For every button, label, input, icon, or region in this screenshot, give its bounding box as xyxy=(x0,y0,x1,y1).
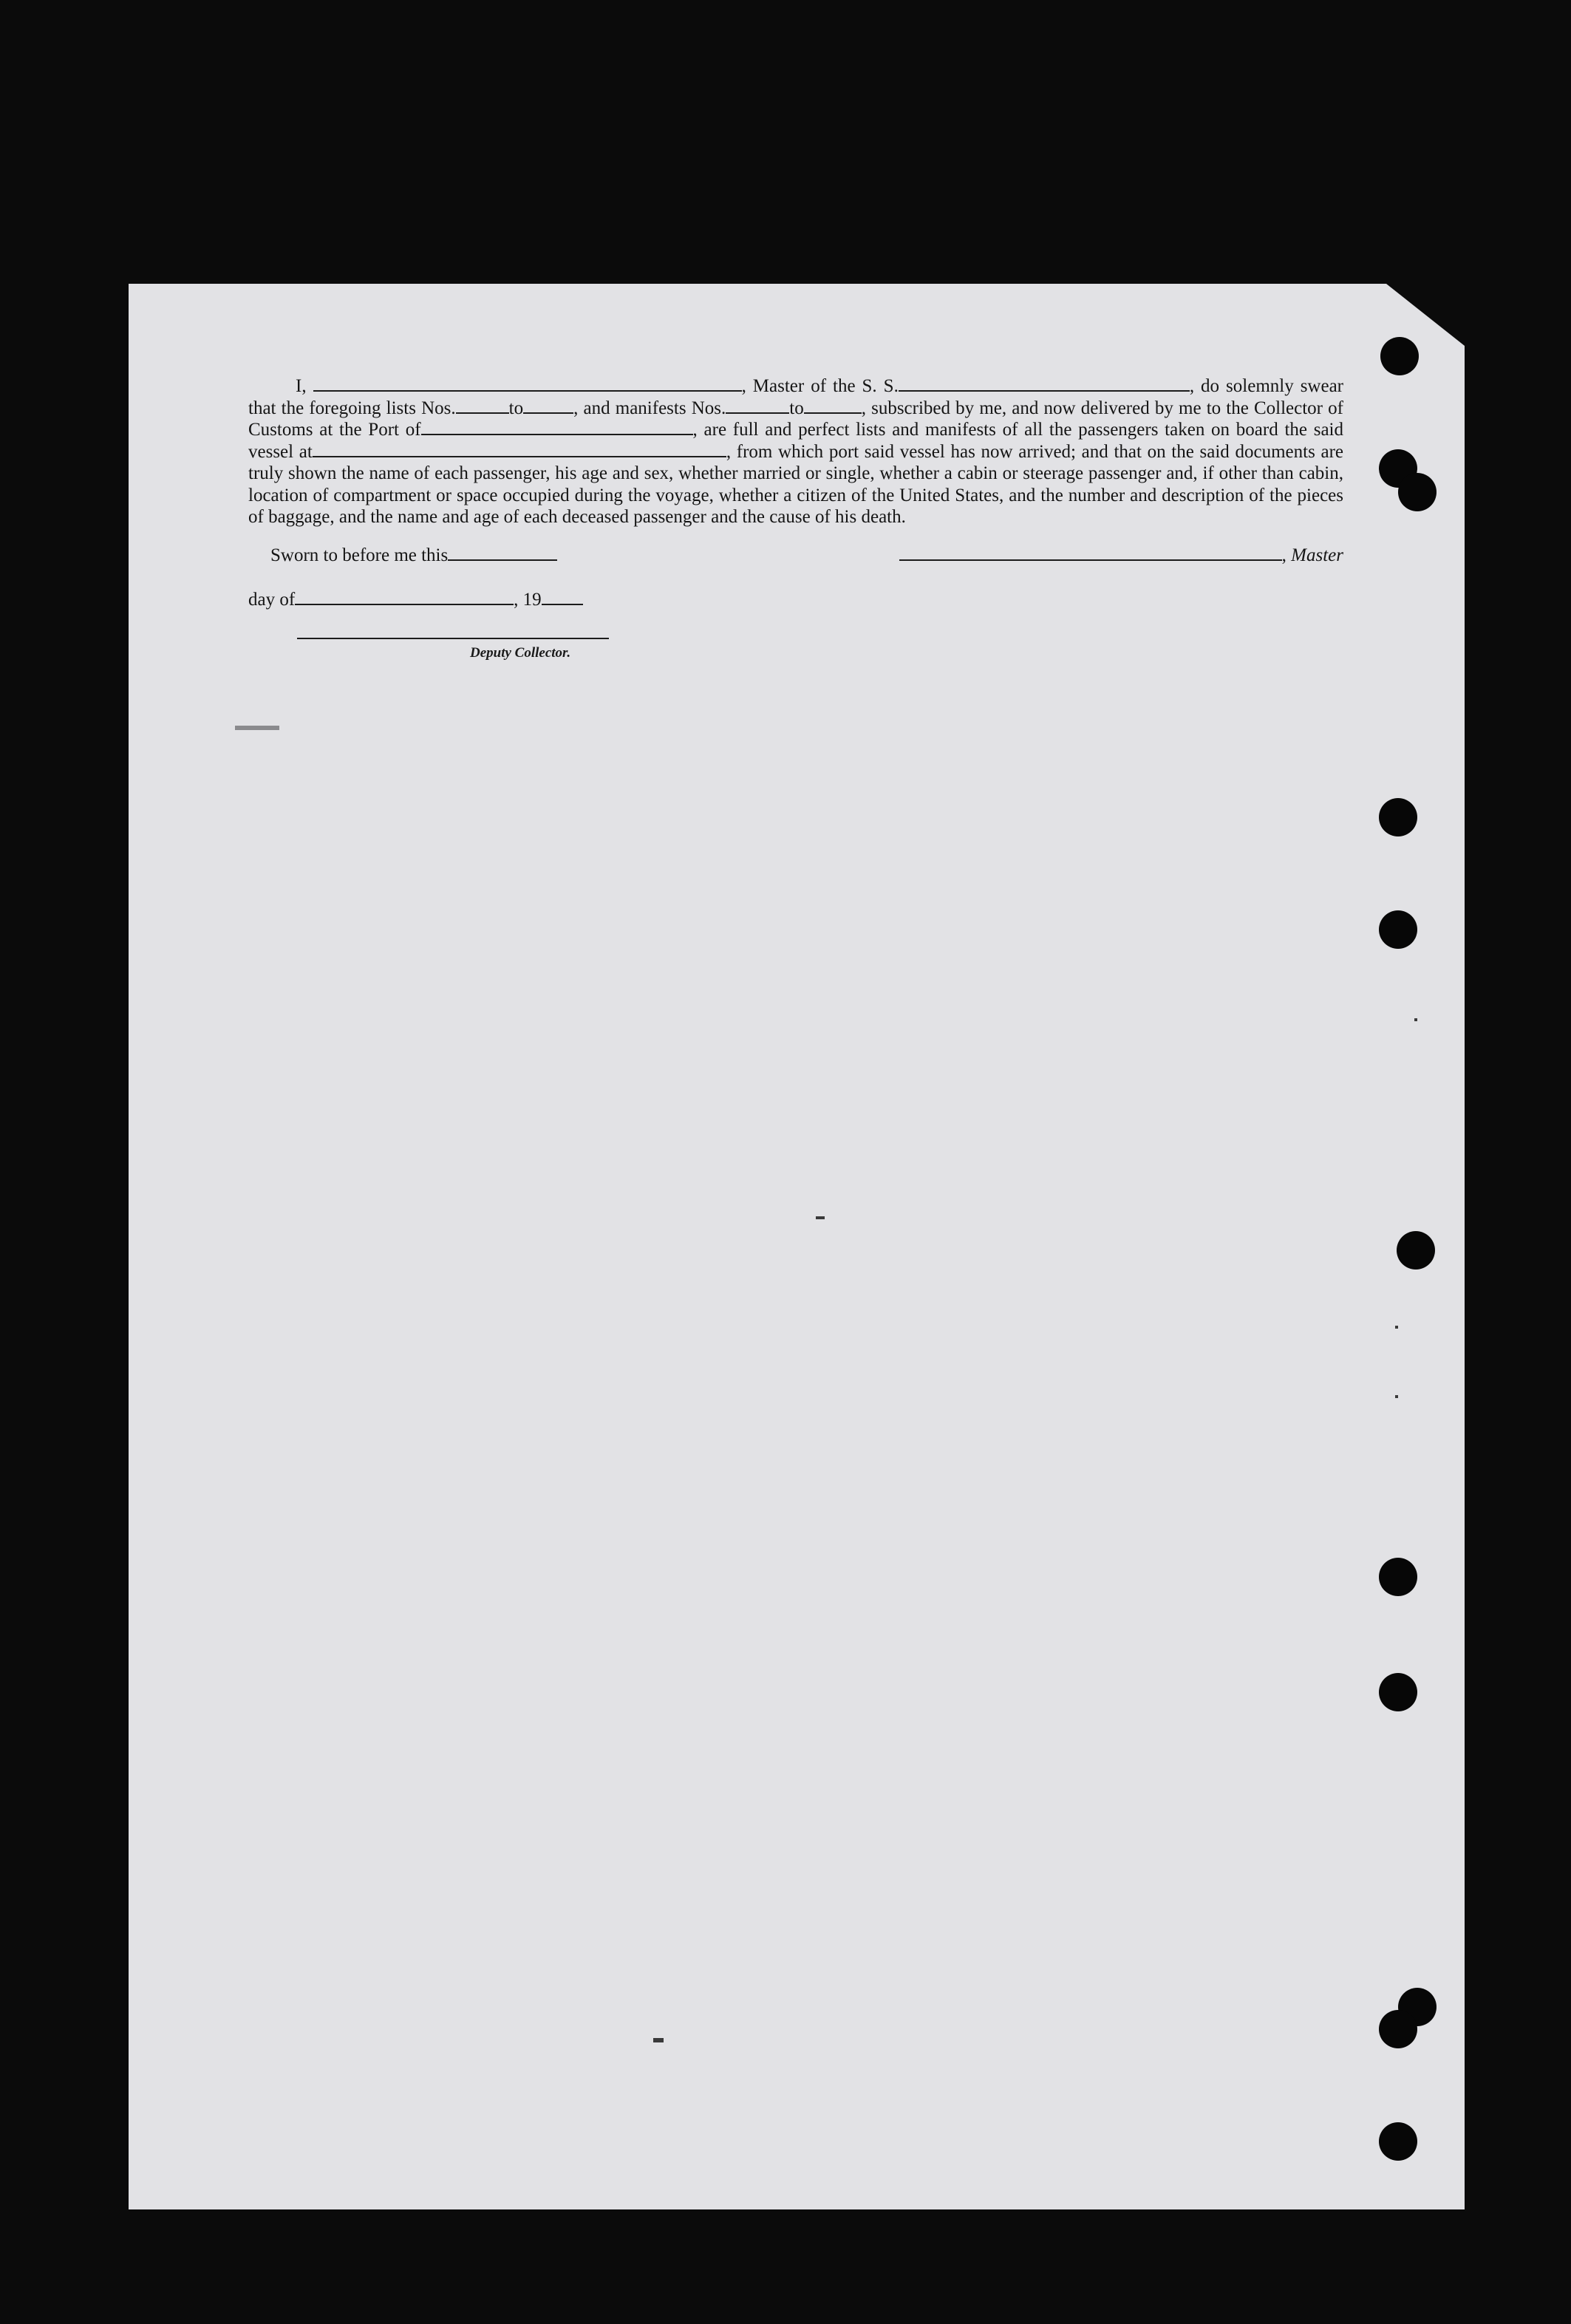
ship-name-field[interactable] xyxy=(899,377,1190,392)
sworn-line xyxy=(270,545,557,567)
master-name-field[interactable] xyxy=(313,377,742,392)
oath-text: , do solemnly swear that the foregoing lists Nos. xyxy=(248,376,1343,418)
collector-signature-field[interactable] xyxy=(297,638,609,639)
master-signature-field[interactable] xyxy=(899,546,1282,561)
scan-speck xyxy=(1395,1326,1398,1329)
collector-block xyxy=(248,638,1343,682)
punch-hole xyxy=(1379,2122,1417,2161)
oath-text: , subscribed by me, and now delivered by me to the Collector of Customs at the Port of xyxy=(248,398,1343,440)
scan-speck xyxy=(653,2038,664,2042)
manifests-from-field[interactable] xyxy=(726,399,789,414)
oath-text: to xyxy=(789,398,804,418)
scan-speck xyxy=(1414,1018,1417,1021)
oath-text: , and manifests Nos. xyxy=(573,398,726,418)
oath-text: , are full and perfect lists and manifests of all the passengers taken on board the said vessel at xyxy=(248,420,1343,462)
lists-to-field[interactable] xyxy=(523,399,573,414)
oath-text: , Master of the S. S. xyxy=(741,376,899,396)
master-label: Master xyxy=(1291,545,1343,565)
scan-speck xyxy=(1395,1395,1398,1398)
sworn-day-field[interactable] xyxy=(448,546,557,561)
oath-text: I, xyxy=(296,376,307,396)
sworn-label: Sworn to before me this xyxy=(270,545,449,565)
collector-label: Deputy Collector. xyxy=(470,644,571,661)
oath-paragraph xyxy=(248,375,1343,528)
departure-port-field[interactable] xyxy=(313,443,726,457)
manifests-to-field[interactable] xyxy=(804,399,862,414)
scan-speck xyxy=(235,726,279,730)
scan-speck xyxy=(816,1216,825,1219)
master-signature: , Master xyxy=(899,545,1343,567)
year-label: , 19 xyxy=(514,589,542,610)
oath-text: , from which port said vessel has now arrived; and that on the said documents are truly shown the name of each passenger, his age and sex, whether married or single, whether a cabin or steerage passenger and, if other than cabin, location of compartment or space occupied during the voyage, whether a citizen of the United States, and the number and description of the pieces of baggage, and the name and age of each deceased passenger and the cause of his death. xyxy=(248,441,1344,527)
oath-text: to xyxy=(508,398,524,418)
signature-row xyxy=(248,545,1343,589)
punch-hole xyxy=(1380,337,1419,375)
lists-from-field[interactable] xyxy=(456,399,509,414)
day-label: day of xyxy=(248,589,296,610)
punch-hole xyxy=(1379,2010,1417,2048)
punch-hole xyxy=(1379,910,1417,949)
date-row xyxy=(248,589,1343,638)
year-field[interactable] xyxy=(542,590,583,605)
oath-form xyxy=(248,375,1343,682)
punch-hole xyxy=(1398,473,1437,511)
punch-hole xyxy=(1379,1673,1417,1711)
punch-hole xyxy=(1397,1231,1435,1270)
punch-hole xyxy=(1379,1558,1417,1596)
month-field[interactable] xyxy=(295,590,514,605)
port-field[interactable] xyxy=(421,420,693,435)
punch-hole xyxy=(1379,798,1417,836)
